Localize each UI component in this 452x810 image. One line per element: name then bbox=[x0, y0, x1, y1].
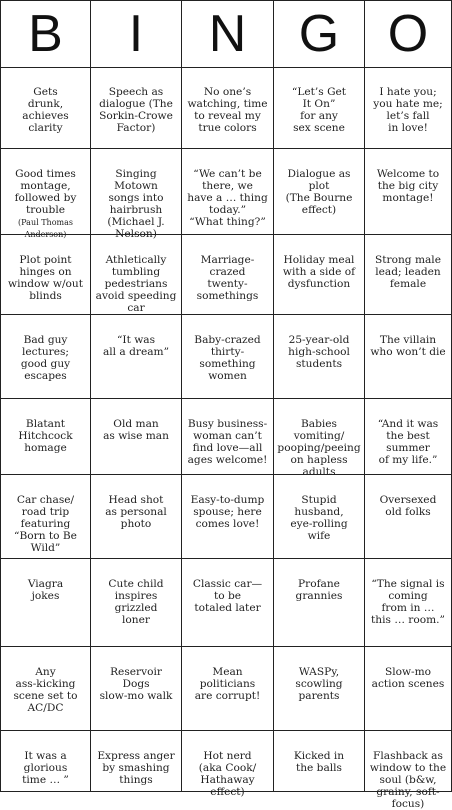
bingo-cell: “We can’t be there, we have a … thing today.” “What thing?” bbox=[182, 149, 274, 235]
header-letter-g: G bbox=[274, 1, 365, 67]
bingo-cell: “The signal is coming from in … this … room.” bbox=[365, 559, 451, 647]
bingo-cell: “Let’s Get It On” for any sex scene bbox=[274, 67, 365, 149]
bingo-cell: No one’s watching, time to reveal my true colors bbox=[182, 67, 274, 149]
header-letter-o: O bbox=[387, 5, 429, 63]
bingo-cell: Profane grannies bbox=[274, 559, 365, 647]
bingo-header bbox=[1, 1, 451, 68]
bingo-cell: Welcome to the big city montage! bbox=[365, 149, 451, 235]
bingo-cell: Dialogue as plot (The Bourne effect) bbox=[274, 149, 365, 235]
bingo-cell: Easy-to-dump spouse; here comes love! bbox=[182, 475, 274, 559]
bingo-cell: Athletically tumbling pedestrians avoid speeding car bbox=[91, 235, 182, 315]
bingo-cell: Stupid husband, eye-rolling wife bbox=[274, 475, 365, 559]
bingo-cell: Express anger by smashing things bbox=[91, 731, 182, 791]
bingo-cell: Gets drunk, achieves clarity bbox=[1, 67, 91, 149]
bingo-cell: Babies vomiting/ pooping/peeing on hapless adults bbox=[274, 399, 365, 475]
bingo-cell: Marriage-crazed twenty- somethings bbox=[182, 235, 274, 315]
bingo-cell: Plot point hinges on window w/out blinds bbox=[1, 235, 91, 315]
bingo-cell: Classic car— to be totaled later bbox=[182, 559, 274, 647]
bingo-cell: Holiday meal with a side of dysfunction bbox=[274, 235, 365, 315]
bingo-cell: Head shot as personal photo bbox=[91, 475, 182, 559]
bingo-cell-with-note bbox=[1, 149, 91, 239]
bingo-cell: Strong male lead; leaden female bbox=[365, 235, 451, 315]
cell-text: Good times montage, followed by trouble bbox=[14, 168, 77, 216]
bingo-cell: Oversexed old folks bbox=[365, 475, 451, 559]
header-letter-b: B bbox=[1, 1, 91, 67]
bingo-cell: The villain who won’t die bbox=[365, 315, 451, 399]
bingo-cell: Car chase/ road trip featuring “Born to Be Wild” bbox=[1, 475, 91, 559]
bingo-cell: It was a glorious time … ” bbox=[1, 731, 91, 791]
bingo-cell: Any ass-kicking scene set to AC/DC bbox=[1, 647, 91, 731]
bingo-cell: Old man as wise man bbox=[91, 399, 182, 475]
bingo-cell: “It was all a dream” bbox=[91, 315, 182, 399]
bingo-cell: Singing Motown songs into hairbrush (Michael J. Nelson) bbox=[91, 149, 182, 235]
header-letter-i: I bbox=[91, 1, 182, 67]
cell-note: (Paul Thomas Anderson) bbox=[18, 218, 73, 239]
bingo-cell: 25-year-old high-school students bbox=[274, 315, 365, 399]
bingo-cell: Baby-crazed thirty- something women bbox=[182, 315, 274, 399]
bingo-cell: Reservoir Dogs slow-mo walk bbox=[91, 647, 182, 731]
bingo-cell: Speech as dialogue (The Sorkin-Crowe Factor) bbox=[91, 67, 182, 149]
bingo-cell: Kicked in the balls bbox=[274, 731, 365, 791]
bingo-cell: Cute child inspires grizzled loner bbox=[91, 559, 182, 647]
bingo-cell: Viagra jokes bbox=[1, 559, 91, 647]
bingo-cell: Hot nerd (aka Cook/ Hathaway effect) bbox=[182, 731, 274, 791]
bingo-cell: Bad guy lectures; good guy escapes bbox=[1, 315, 91, 399]
bingo-cell: Slow-mo action scenes bbox=[365, 647, 451, 731]
bingo-cell: “And it was the best summer of my life.” bbox=[365, 399, 451, 475]
bingo-cell: Flashback as window to the soul (b&w, grainy, soft- focus) bbox=[369, 750, 447, 810]
bingo-cell: Blatant Hitchcock homage bbox=[1, 399, 91, 475]
bingo-cell: Mean politicians are corrupt! bbox=[182, 647, 274, 731]
bingo-cell: WASPy, scowling parents bbox=[274, 647, 365, 731]
bingo-grid bbox=[1, 67, 451, 810]
bingo-cell: Busy business- woman can’t find love—all ages welcome! bbox=[182, 399, 274, 475]
bingo-cell: I hate you; you hate me; let’s fall in love! bbox=[365, 67, 451, 149]
header-letter-n: N bbox=[182, 1, 274, 67]
